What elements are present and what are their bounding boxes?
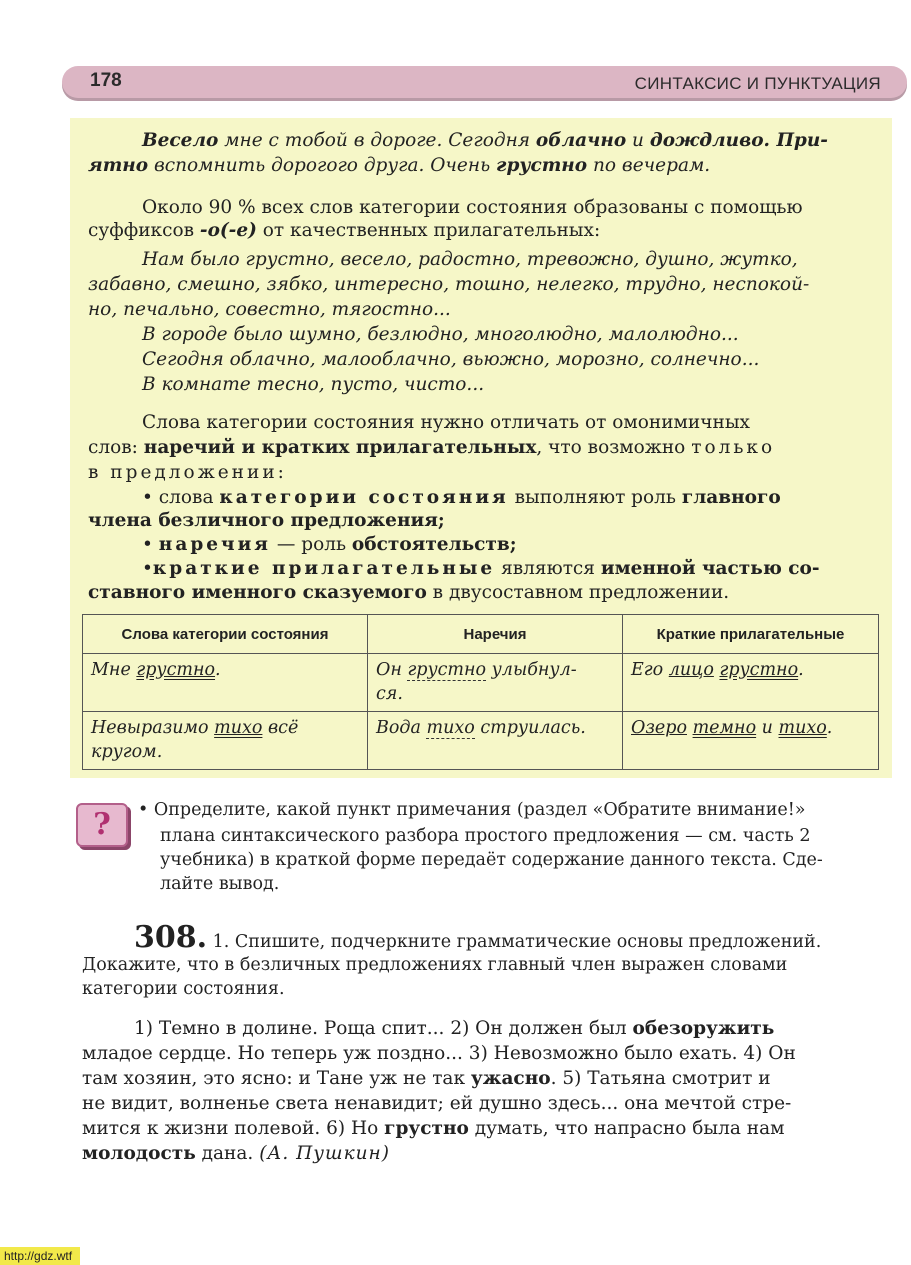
example-line: Нам было грустно, весело, радостно, тревожно, душно, жутко, (142, 249, 798, 270)
poem-line: не видит, волненье света ненавидит; ей душно здесь... она мечтой стре- (82, 1093, 792, 1114)
page-number: 178 (90, 70, 122, 91)
exercise-text: Докажите, что в безличных предложениях главный член выражен словами (82, 955, 788, 975)
example-line: В городе было шумно, безлюдно, многолюдно, малолюдно... (142, 324, 739, 345)
para90-line-2: суффиксов -о(-е) от качественных прилагательных: (88, 220, 601, 241)
table-header: Краткие прилагательные (623, 615, 879, 654)
rule-line-3: в предложении: (88, 462, 287, 483)
table-cell: Мне грустно. (83, 654, 368, 712)
section-title: СИНТАКСИС И ПУНКТУАЦИЯ (634, 74, 881, 93)
bullet-3: •краткие прилагательные являются именной частью со- (142, 558, 820, 579)
rule-line-1: Слова категории состояния нужно отличать от омонимичных (142, 412, 750, 433)
example-line: забавно, смешно, зябко, интересно, тошно, нелегко, трудно, неспокой- (88, 274, 810, 295)
table-header-row (83, 615, 879, 654)
bullet-3-cont: ставного именного сказуемого в двусоставном предложении. (88, 582, 730, 603)
table-cell: Озеро темно и тихо. (623, 712, 879, 770)
poem-line: мится к жизни полевой. 6) Но грустно думать, что напрасно была нам (82, 1118, 785, 1139)
intro-line-2: ятно вспомнить дорогого друга. Очень грустно по вечерам. (88, 155, 711, 176)
comparison-table (82, 614, 879, 770)
bullet-1: • слова категории состояния выполняют роль главного (142, 487, 781, 508)
question-icon: ? (76, 803, 128, 847)
table-cell: Он грустно улыбнул- ся. (368, 654, 623, 712)
exercise-text: категории состояния. (82, 979, 285, 999)
table-cell: Его лицо грустно. (623, 654, 879, 712)
poem-line: молодость дана. (А. Пушкин) (82, 1143, 390, 1164)
table-header: Слова категории состояния (83, 615, 368, 654)
exercise-number: 308. (134, 920, 208, 955)
example-line: Сегодня облачно, малооблачно, вьюжно, морозно, солнечно... (142, 349, 760, 370)
table-cell: Невыразимо тихо всё кругом. (83, 712, 368, 770)
bullet-2: • наречия — роль обстоятельств; (142, 534, 517, 555)
para90-line-1: Около 90 % всех слов категории состояния образованы с помощью (142, 197, 803, 218)
table-row (83, 712, 879, 770)
poem-line: там хозяин, это ясно: и Тане уж не так ужасно. 5) Татьяна смотрит и (82, 1068, 771, 1089)
intro-line-1: Весело мне с тобой в дороге. Сегодня облачно и дождливо. При- (142, 130, 828, 151)
question-line: лайте вывод. (160, 874, 280, 894)
bullet-1-cont: члена безличного предложения; (88, 510, 445, 531)
table-header: Наречия (368, 615, 623, 654)
table-row (83, 654, 879, 712)
question-line: учебника) в краткой форме передаёт содержание данного текста. Сде- (160, 850, 823, 870)
question-line: • Определите, какой пункт примечания (раздел «Обратите внимание!» (138, 800, 806, 820)
page-header (62, 66, 907, 98)
exercise-header: 308. 1. Спишите, подчеркните грамматические основы предложений. (134, 920, 822, 955)
example-line: В комнате тесно, пусто, чисто... (142, 374, 485, 395)
poem-line: младое сердце. Но теперь уж поздно... 3) Невозможно было ехать. 4) Он (82, 1043, 796, 1064)
rule-line-2: слов: наречий и кратких прилагательных, что возможно только (88, 437, 776, 458)
watermark-link[interactable]: http://gdz.wtf (0, 1247, 80, 1265)
poem-line: 1) Темно в долине. Роща спит... 2) Он должен был обезоружить (134, 1018, 775, 1039)
table-cell: Вода тихо струилась. (368, 712, 623, 770)
example-line: но, печально, совестно, тягостно... (88, 299, 451, 320)
question-line: плана синтаксического разбора простого предложения — см. часть 2 (160, 826, 811, 846)
